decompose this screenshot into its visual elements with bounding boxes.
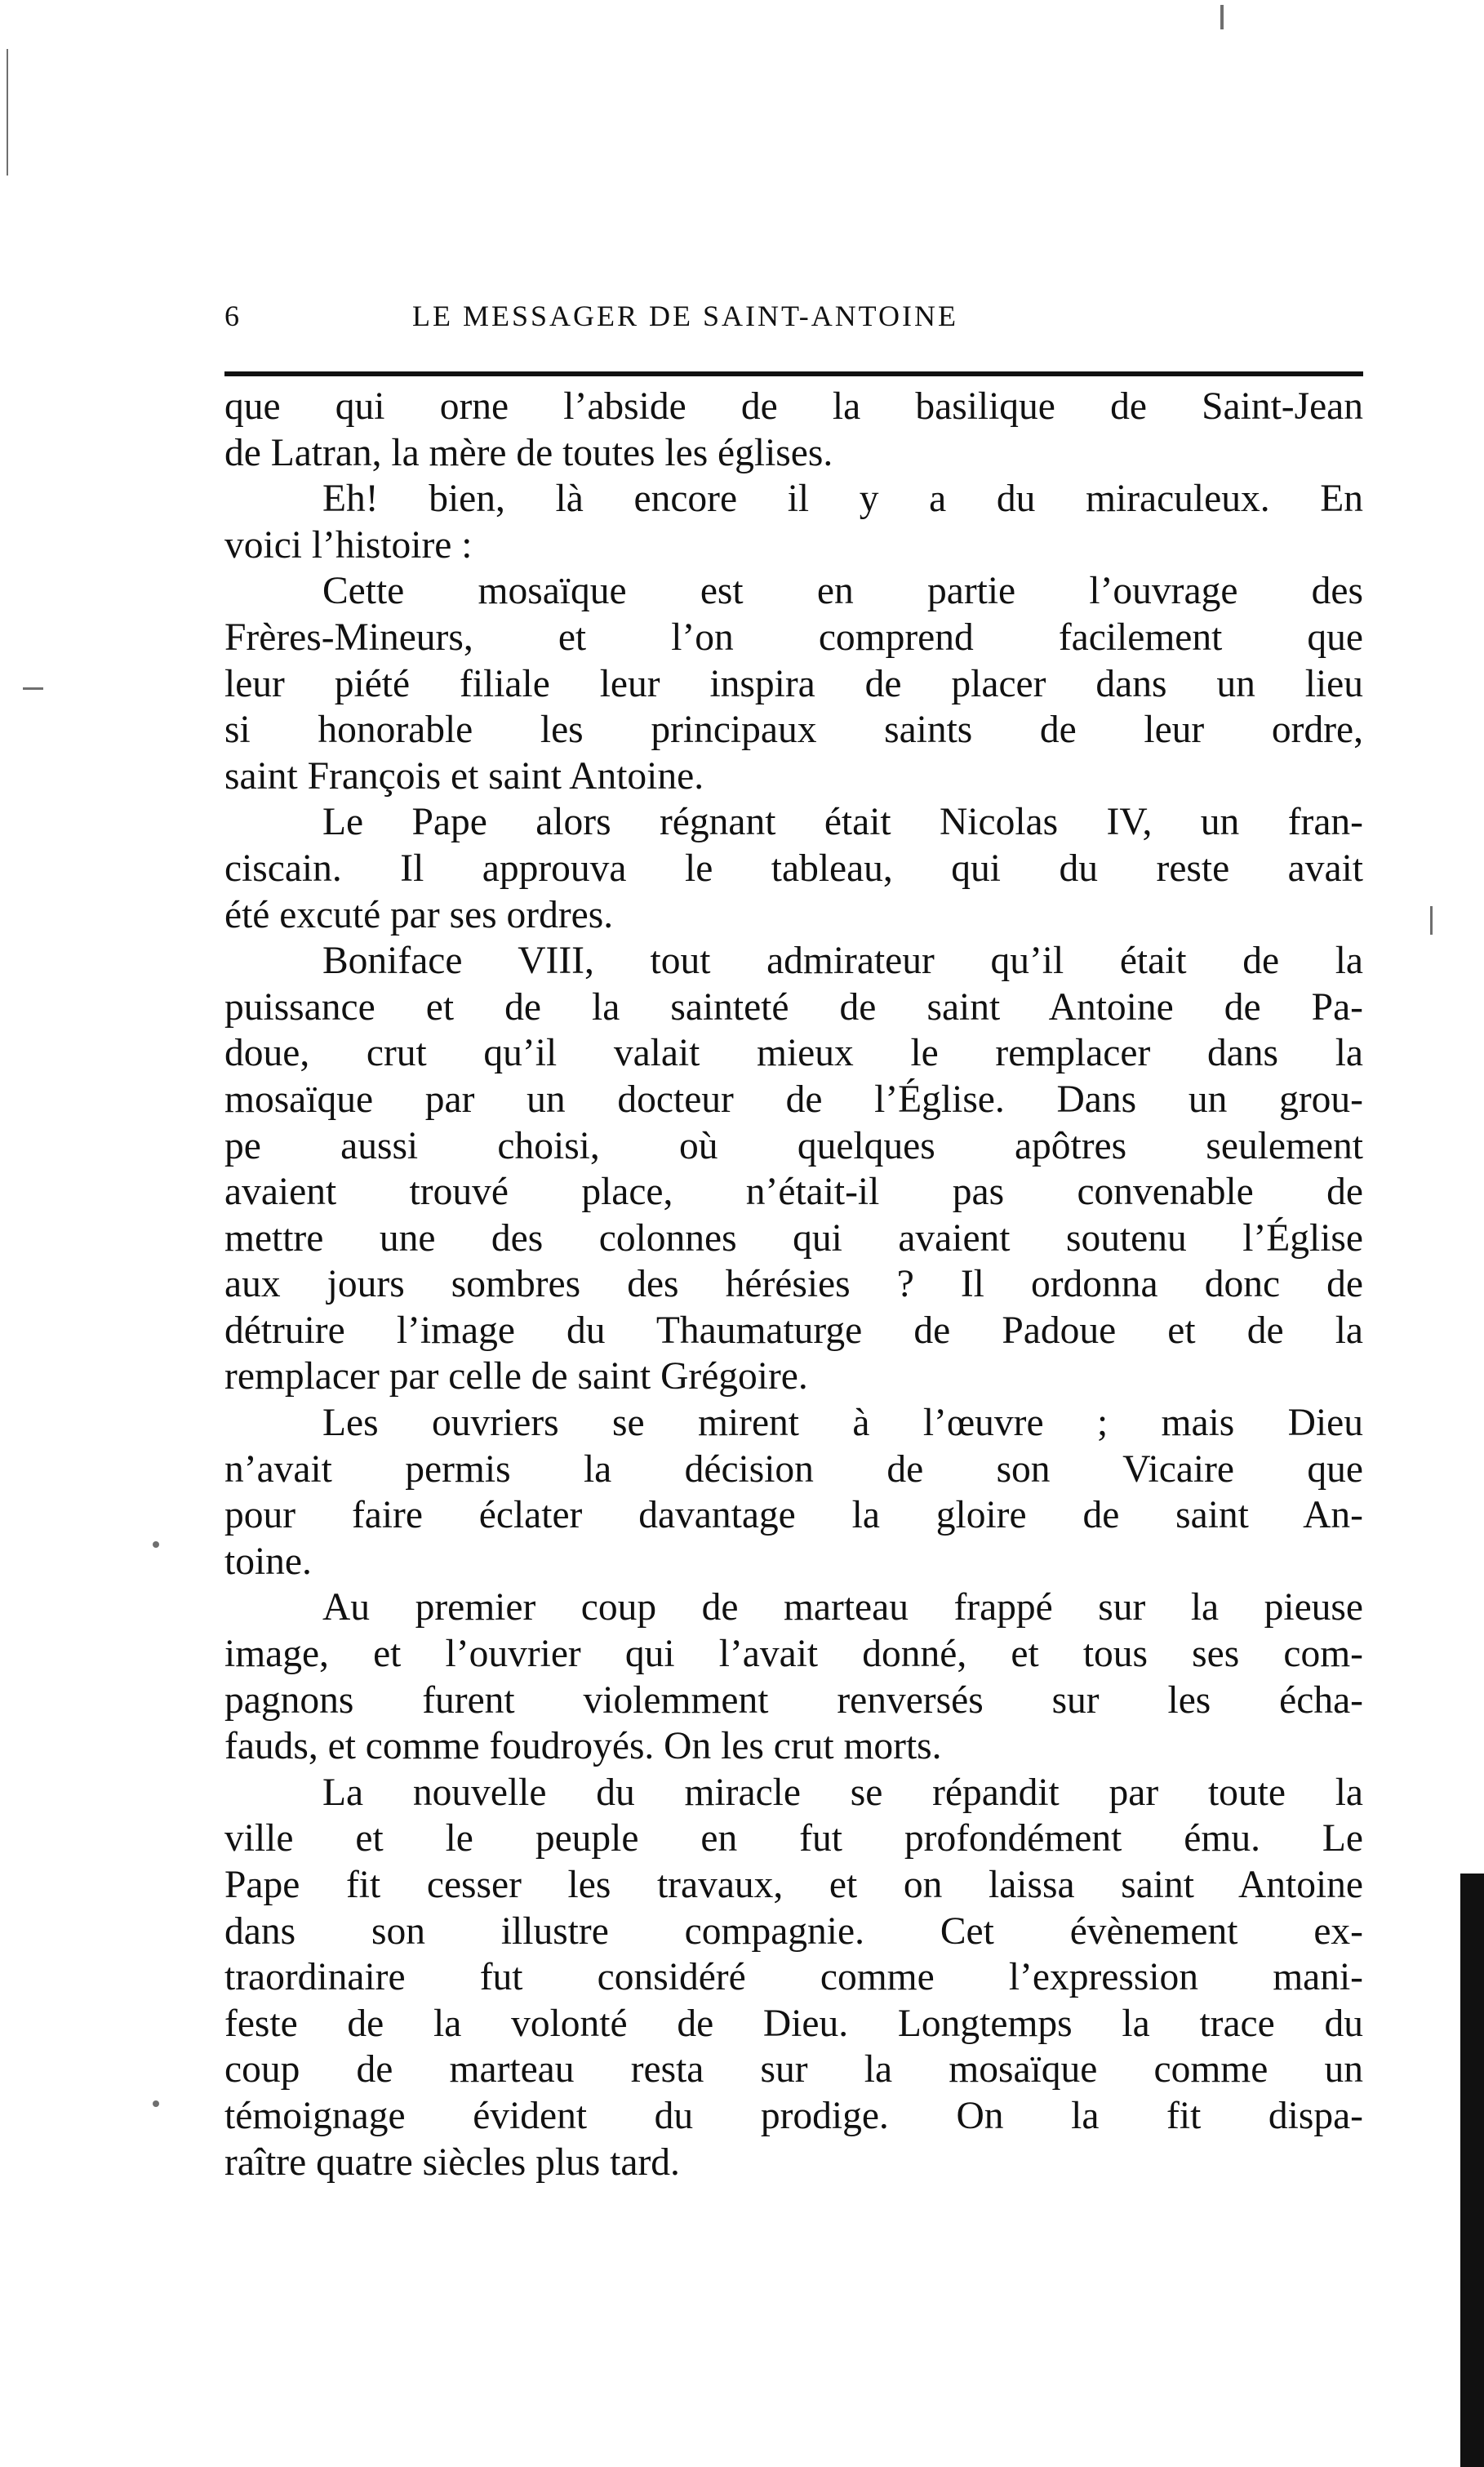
text-line: été excuté par ses ordres. — [224, 893, 614, 936]
scan-dot-left-2 — [153, 2100, 159, 2107]
text-line: mosaïque par un docteur de l’Église. Dans un grou- — [224, 1078, 1363, 1121]
text-line: Eh! bien, là encore il y a du miraculeux. En — [322, 478, 1363, 521]
text-line: doue, crut qu’il valait mieux le remplacer dans la — [224, 1032, 1363, 1075]
text-line: Pape fit cesser les travaux, et on laissa saint Antoine — [224, 1864, 1363, 1906]
text-line: témoignage évident du prodige. On la fit dispa- — [224, 2094, 1363, 2137]
text-line: remplacer par celle de saint Grégoire. — [224, 1355, 808, 1398]
text-line: toine. — [224, 1540, 312, 1583]
text-line: fauds, et comme foudroyés. On les crut morts. — [224, 1725, 942, 1768]
text-line: saint François et saint Antoine. — [224, 754, 704, 798]
text-line: aux jours sombres des hérésies ? Il ordonna donc de — [224, 1263, 1363, 1306]
text-line: La nouvelle du miracle se répandit par toute la — [322, 1771, 1363, 1814]
text-line: ville et le peuple en fut profondément ému. Le — [224, 1817, 1363, 1860]
running-head: LE MESSAGER DE SAINT-ANTOINE — [412, 300, 958, 332]
text-line: que qui orne l’abside de la basilique de Saint-Jean — [224, 385, 1363, 428]
text-line: raître quatre siècles plus tard. — [224, 2140, 680, 2184]
text-line: avaient trouvé place, n’était-il pas convenable de — [224, 1171, 1363, 1214]
text-line: Le Pape alors régnant était Nicolas IV, un fran- — [322, 801, 1363, 844]
text-line: Cette mosaïque est en partie l’ouvrage des — [322, 570, 1363, 613]
text-line: n’avait permis la décision de son Vicaire que — [224, 1447, 1363, 1491]
text-line: Frères-Mineurs, et l’on comprend facilement que — [224, 616, 1363, 659]
text-line: leur piété filiale leur inspira de placer dans un lieu — [224, 662, 1363, 705]
scan-dot-left-1 — [153, 1541, 159, 1548]
header-rule — [224, 371, 1363, 376]
text-line: Les ouvriers se mirent à l’œuvre ; mais Dieu — [322, 1402, 1363, 1445]
text-line: de Latran, la mère de toutes les églises. — [224, 431, 833, 474]
page-header — [224, 296, 1367, 336]
text-line: puissance et de la sainteté de saint Antoine de Pa- — [224, 985, 1363, 1029]
text-line: si honorable les principaux saints de leur ordre, — [224, 709, 1363, 752]
text-line: Boniface VIII, tout admirateur qu’il était de la — [322, 940, 1363, 983]
text-line: traordinaire fut considéré comme l’expression mani- — [224, 1956, 1363, 1999]
text-line: ciscain. Il approuva le tableau, qui du reste avait — [224, 847, 1363, 890]
page-number: 6 — [224, 300, 242, 332]
text-line: image, et l’ouvrier qui l’avait donné, et tous ses com- — [224, 1633, 1363, 1676]
text-line: pour faire éclater davantage la gloire de saint An- — [224, 1494, 1363, 1537]
scan-mark-top-left — [7, 49, 8, 176]
scan-mark-left-dash — [23, 687, 43, 690]
text-line: coup de marteau resta sur la mosaïque comme un — [224, 2048, 1363, 2091]
text-line: Au premier coup de marteau frappé sur la pieuse — [322, 1586, 1363, 1629]
text-line: voici l’histoire : — [224, 523, 473, 567]
scan-mark-top-right — [1220, 5, 1224, 29]
article-body — [224, 384, 1363, 2185]
scan-mark-right-mid — [1430, 906, 1433, 935]
scan-edge-bar — [1460, 1874, 1484, 2467]
text-line: pe aussi choisi, où quelques apôtres seulement — [224, 1124, 1363, 1167]
text-line: feste de la volonté de Dieu. Longtemps la trace du — [224, 2002, 1363, 2045]
text-line: détruire l’image du Thaumaturge de Padoue et de la — [224, 1309, 1363, 1352]
text-line: dans son illustre compagnie. Cet évènement ex- — [224, 1909, 1363, 1953]
text-line: mettre une des colonnes qui avaient soutenu l’Église — [224, 1216, 1363, 1260]
text-line: pagnons furent violemment renversés sur les écha- — [224, 1678, 1363, 1722]
